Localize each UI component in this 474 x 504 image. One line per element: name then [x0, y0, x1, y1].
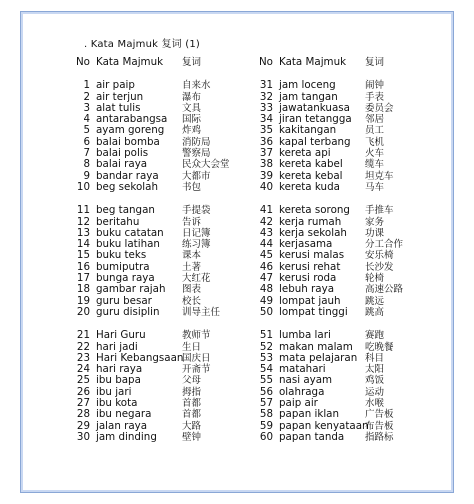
item-chinese: 教师节	[182, 330, 211, 342]
item-word: guru besar	[96, 294, 152, 307]
item-chinese: 太阳	[365, 364, 385, 376]
item-number: 48	[259, 283, 273, 296]
item-number: 53	[259, 351, 273, 364]
list-item	[255, 432, 445, 443]
item-number: 46	[259, 260, 273, 273]
item-number: 2	[83, 90, 90, 103]
header-no: No	[258, 56, 273, 68]
item-number: 55	[259, 374, 273, 387]
list-item	[72, 409, 262, 420]
item-number: 8	[83, 158, 90, 171]
item-chinese: 警察局	[182, 148, 211, 160]
item-number: 58	[259, 408, 273, 421]
item-number: 30	[76, 430, 90, 443]
item-chinese: 家务	[365, 216, 385, 228]
item-word: alat tulis	[96, 101, 141, 114]
item-word: kerja sekolah	[279, 226, 347, 239]
left-list	[72, 68, 262, 443]
item-word: air terjun	[96, 90, 144, 103]
item-chinese: 手表	[365, 91, 385, 103]
list-item	[255, 284, 445, 295]
item-number: 17	[76, 272, 90, 285]
item-word: kereta api	[279, 147, 331, 160]
item-word: buku catatan	[96, 226, 164, 239]
item-word: lumba lari	[279, 329, 331, 342]
item-chinese: 水喉	[365, 398, 385, 410]
item-number: 14	[76, 238, 90, 251]
item-word: jam tangan	[279, 90, 338, 103]
list-item	[255, 159, 445, 170]
item-number: 44	[259, 238, 273, 251]
item-number: 52	[259, 340, 273, 353]
item-number: 25	[76, 374, 90, 387]
item-chinese: 日记簿	[182, 227, 211, 239]
item-number: 13	[76, 226, 90, 239]
item-word: beg tangan	[96, 204, 155, 217]
list-item	[72, 205, 262, 216]
item-chinese: 马车	[365, 181, 385, 193]
item-word: lompat jauh	[279, 294, 341, 307]
item-number: 32	[259, 90, 273, 103]
list-item	[72, 159, 262, 170]
item-word: jam loceng	[279, 79, 336, 92]
item-number: 51	[259, 329, 273, 342]
item-word: kerusi malas	[279, 249, 345, 262]
list-item	[72, 307, 262, 318]
item-chinese: 分工合作	[365, 239, 404, 251]
list-item	[255, 205, 445, 216]
item-number: 7	[83, 147, 90, 160]
item-chinese: 轮椅	[365, 273, 385, 285]
item-word: hari raya	[96, 363, 143, 376]
item-number: 37	[259, 147, 273, 160]
item-chinese: 首都	[182, 398, 202, 410]
item-chinese: 首都	[182, 409, 202, 421]
item-chinese: 训导主任	[182, 306, 221, 318]
item-word: kereta kabel	[279, 158, 343, 171]
item-number: 5	[83, 124, 90, 137]
item-word: Hari Guru	[96, 329, 146, 342]
item-number: 3	[83, 101, 90, 114]
item-number: 18	[76, 283, 90, 296]
item-number: 6	[83, 135, 90, 148]
item-chinese: 安乐椅	[365, 250, 394, 262]
item-word: jiran tetangga	[279, 113, 352, 126]
right-list	[255, 68, 445, 443]
item-chinese: 国庆日	[182, 352, 211, 364]
page-title: . Kata Majmuk 复词 (1)	[84, 39, 201, 50]
item-word: matahari	[279, 363, 326, 376]
item-chinese: 图表	[182, 284, 202, 296]
item-word: beritahu	[96, 215, 140, 228]
item-number: 36	[259, 135, 273, 148]
item-word: kerja rumah	[279, 215, 342, 228]
item-chinese: 炸鸡	[182, 125, 202, 137]
item-chinese: 坦克车	[365, 170, 394, 182]
item-number: 42	[259, 215, 273, 228]
item-word: kerjasama	[279, 238, 333, 251]
item-word: lompat tinggi	[279, 305, 348, 318]
column-header	[72, 57, 262, 68]
item-word: ibu jari	[96, 385, 132, 398]
item-word: olahraga	[279, 385, 325, 398]
item-chinese: 飞机	[365, 136, 385, 148]
header-cn: 复词	[365, 57, 385, 68]
item-chinese: 赛跑	[365, 330, 385, 342]
item-number: 12	[76, 215, 90, 228]
item-number: 28	[76, 408, 90, 421]
item-word: beg sekolah	[96, 180, 158, 193]
header-no: No	[75, 56, 90, 68]
item-number: 21	[76, 329, 90, 342]
item-word: kakitangan	[279, 124, 337, 137]
item-chinese: 布告板	[365, 420, 394, 432]
item-chinese: 指路标	[365, 431, 394, 443]
list-item	[72, 330, 262, 341]
item-word: ibu negara	[96, 408, 152, 421]
item-number: 43	[259, 226, 273, 239]
item-number: 39	[259, 169, 273, 182]
item-number: 19	[76, 294, 90, 307]
item-chinese: 父母	[182, 375, 202, 387]
item-chinese: 广告板	[365, 409, 394, 421]
item-chinese: 开斋节	[182, 364, 211, 376]
item-chinese: 大红花	[182, 273, 211, 285]
item-number: 50	[259, 305, 273, 318]
list-item	[255, 330, 445, 341]
item-chinese: 国际	[182, 114, 202, 126]
item-chinese: 缆车	[365, 159, 385, 171]
item-chinese: 科目	[365, 352, 385, 364]
item-number: 38	[259, 158, 273, 171]
item-number: 4	[83, 113, 90, 126]
item-chinese: 练习簿	[182, 239, 211, 251]
item-word: kereta sorong	[279, 204, 350, 217]
item-word: paip air	[279, 397, 318, 410]
item-number: 27	[76, 397, 90, 410]
item-word: ibu bapa	[96, 374, 141, 387]
item-number: 41	[259, 204, 273, 217]
item-chinese: 吃晚餐	[365, 341, 394, 353]
item-word: papan tanda	[279, 430, 345, 443]
item-number: 60	[259, 430, 273, 443]
item-number: 22	[76, 340, 90, 353]
item-word: kereta kebal	[279, 169, 343, 182]
item-number: 9	[83, 169, 90, 182]
item-number: 45	[259, 249, 273, 262]
item-word: antarabangsa	[96, 113, 168, 126]
item-chinese: 鸡饭	[365, 375, 385, 387]
item-number: 59	[259, 419, 273, 432]
item-word: mata pelajaran	[279, 351, 358, 364]
item-chinese: 火车	[365, 148, 385, 160]
item-chinese: 跳高	[365, 306, 385, 318]
item-number: 56	[259, 385, 273, 398]
item-chinese: 文具	[182, 102, 202, 114]
item-number: 1	[83, 79, 90, 92]
item-chinese: 手推车	[365, 205, 394, 217]
item-chinese: 土著	[182, 261, 202, 273]
item-number: 49	[259, 294, 273, 307]
item-word: bunga raya	[96, 272, 155, 285]
item-number: 57	[259, 397, 273, 410]
item-word: bumiputra	[96, 260, 150, 273]
item-word: gambar rajah	[96, 283, 166, 296]
item-number: 20	[76, 305, 90, 318]
item-chinese: 瀑布	[182, 91, 202, 103]
item-word: balai raya	[96, 158, 148, 171]
item-chinese: 大路	[182, 420, 202, 432]
item-word: guru disiplin	[96, 305, 160, 318]
item-chinese: 委员会	[365, 102, 394, 114]
item-word: air paip	[96, 79, 135, 92]
item-word: papan iklan	[279, 408, 340, 421]
item-number: 40	[259, 180, 273, 193]
header-word: Kata Majmuk	[279, 56, 347, 68]
item-number: 16	[76, 260, 90, 273]
item-number: 54	[259, 363, 273, 376]
item-chinese: 校长	[182, 295, 202, 307]
item-word: hari jadi	[96, 340, 138, 353]
item-word: makan malam	[279, 340, 353, 353]
item-chinese: 员工	[365, 125, 385, 137]
item-word: balai bomba	[96, 135, 160, 148]
header-word: Kata Majmuk	[96, 56, 164, 68]
list-item	[72, 284, 262, 295]
list-item	[255, 409, 445, 420]
item-chinese: 告诉	[182, 216, 202, 228]
item-word: nasi ayam	[279, 374, 333, 387]
item-number: 31	[259, 79, 273, 92]
item-chinese: 书包	[182, 181, 202, 193]
list-item	[255, 307, 445, 318]
item-chinese: 壁钟	[182, 431, 202, 443]
item-chinese: 手提袋	[182, 205, 211, 217]
item-number: 26	[76, 385, 90, 398]
item-word: jalan raya	[96, 419, 148, 432]
item-chinese: 长沙发	[365, 261, 394, 273]
item-word: ayam goreng	[96, 124, 165, 137]
item-chinese: 运动	[365, 386, 385, 398]
item-word: buku teks	[96, 249, 147, 262]
item-chinese: 跳远	[365, 295, 385, 307]
item-number: 33	[259, 101, 273, 114]
item-number: 29	[76, 419, 90, 432]
item-word: bandar raya	[96, 169, 159, 182]
item-word: balai polis	[96, 147, 149, 160]
item-number: 24	[76, 363, 90, 376]
item-word: Hari Kebangsaan	[96, 351, 184, 364]
right-column	[255, 57, 445, 443]
list-item	[72, 432, 262, 443]
item-word: kerusi roda	[279, 272, 337, 285]
item-chinese: 民众大会堂	[182, 159, 230, 171]
item-word: papan kenyataan	[279, 419, 369, 432]
item-word: kapal terbang	[279, 135, 351, 148]
item-chinese: 课本	[182, 250, 202, 262]
item-chinese: 高速公路	[365, 284, 404, 296]
item-chinese: 自来水	[182, 80, 211, 92]
item-number: 35	[259, 124, 273, 137]
list-item	[255, 182, 445, 193]
header-cn: 复词	[182, 57, 202, 68]
item-number: 11	[76, 204, 90, 217]
column-header	[255, 57, 445, 68]
item-word: buku latihan	[96, 238, 160, 251]
item-chinese: 消防局	[182, 136, 211, 148]
item-chinese: 拇指	[182, 386, 202, 398]
item-word: ibu kota	[96, 397, 138, 410]
item-word: lebuh raya	[279, 283, 335, 296]
item-number: 23	[76, 351, 90, 364]
item-word: kerusi rehat	[279, 260, 341, 273]
item-chinese: 邻居	[365, 114, 385, 126]
item-chinese: 闹钟	[365, 80, 385, 92]
left-column	[72, 57, 262, 443]
item-number: 34	[259, 113, 273, 126]
item-chinese: 生日	[182, 341, 202, 353]
list-item	[72, 182, 262, 193]
item-chinese: 大都市	[182, 170, 211, 182]
item-number: 15	[76, 249, 90, 262]
item-word: jam dinding	[96, 430, 157, 443]
list-item	[72, 80, 262, 91]
item-word: kereta kuda	[279, 180, 340, 193]
list-item	[255, 80, 445, 91]
item-word: jawatankuasa	[279, 101, 350, 114]
item-chinese: 功课	[365, 227, 385, 239]
item-number: 10	[76, 180, 90, 193]
item-number: 47	[259, 272, 273, 285]
